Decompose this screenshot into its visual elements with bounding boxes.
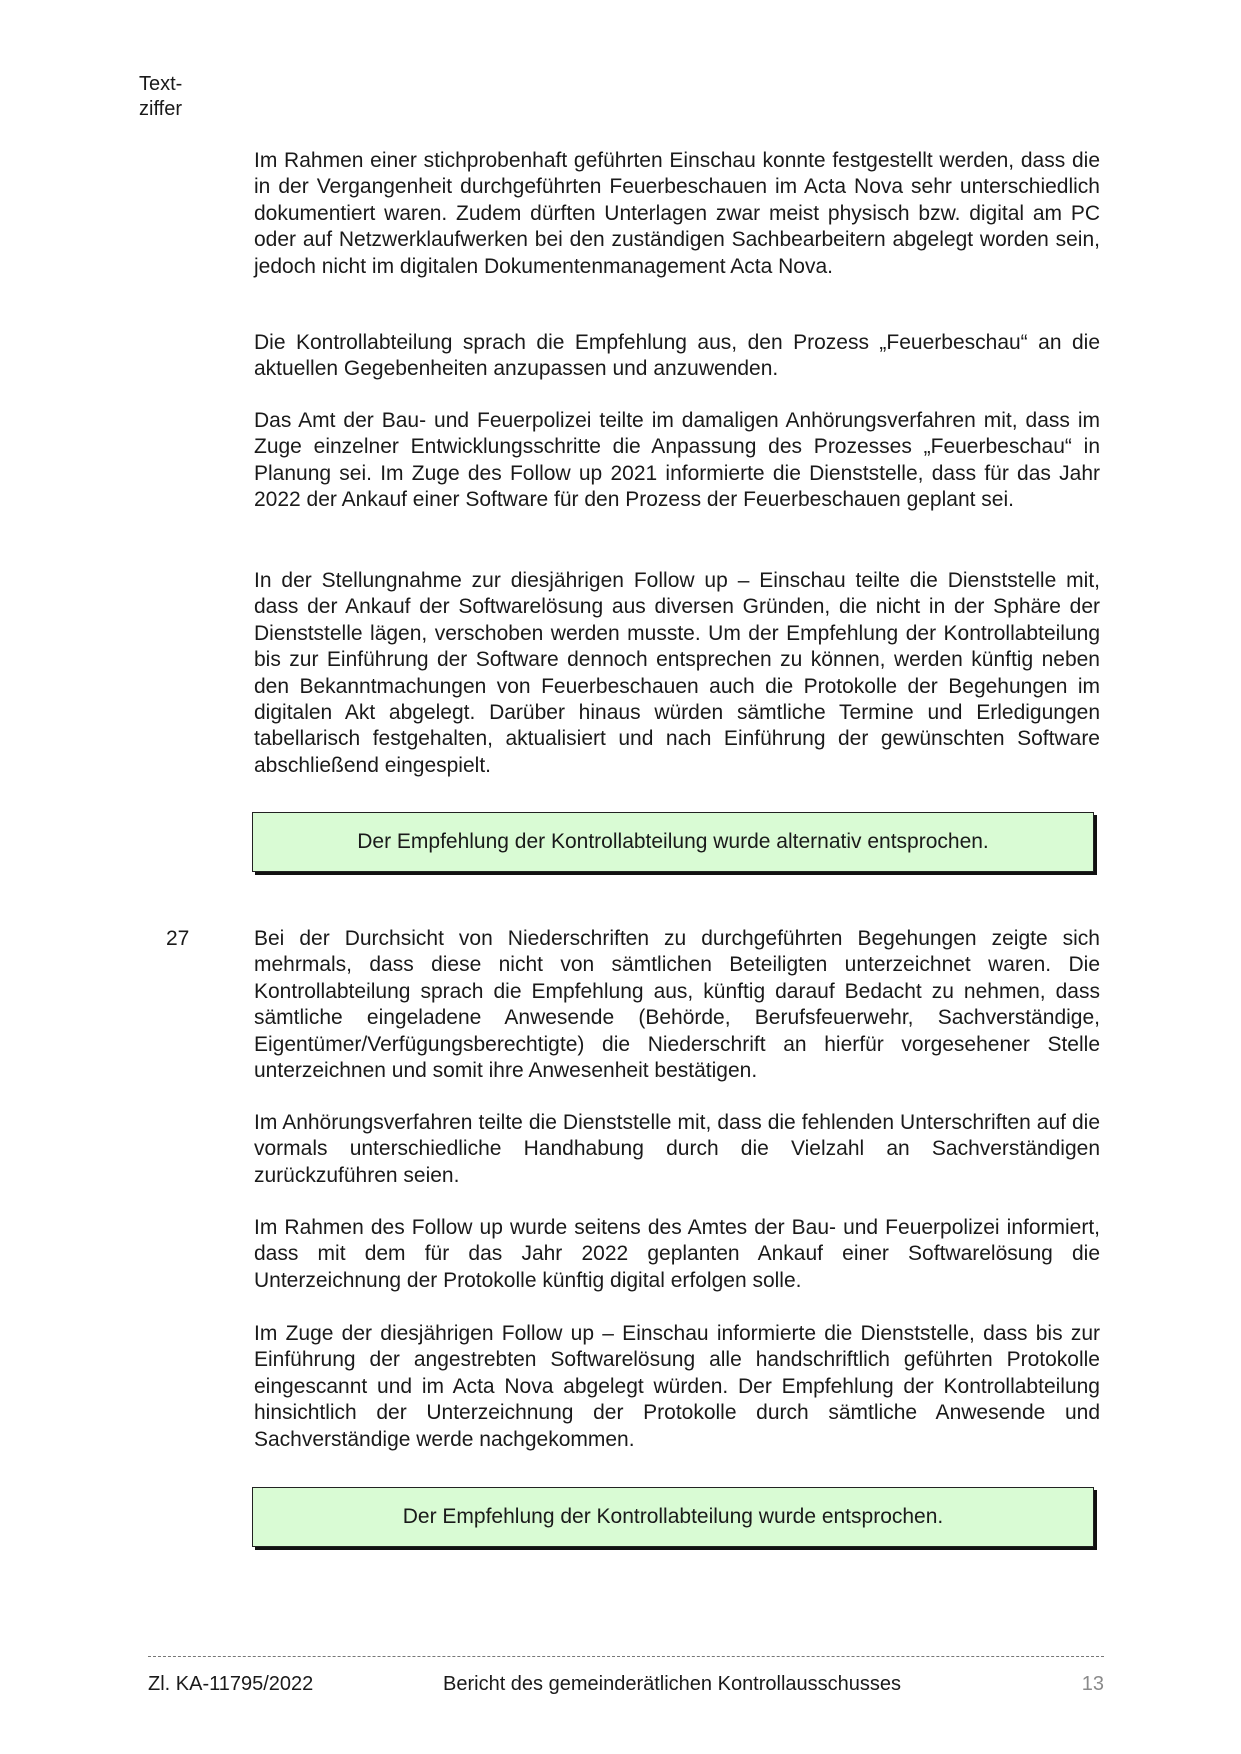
paragraph: Die Kontrollabteilung sprach die Empfehlung aus, den Prozess „Feuerbeschau“ an die aktuellen Gegebenheiten anzupassen und anzuwenden. [254,331,1100,381]
footer-divider [148,1656,1104,1657]
conclusion-text: Der Empfehlung der Kontrollabteilung wurde alternativ entsprochen. [357,830,989,853]
conclusion-box [252,812,1094,872]
margin-label-line-2: ziffer [139,98,182,120]
margin-label-line-1: Text- [139,73,183,95]
paragraph: Im Anhörungsverfahren teilte die Dienststelle mit, dass die fehlenden Unterschriften auf die vormals unterschiedliche Handhabung durch die Vielzahl an Sachverständigen zurückzuführen seien. [254,1111,1100,1187]
margin-label [139,72,219,122]
paragraph: Das Amt der Bau- und Feuerpolizei teilte im damaligen Anhörungsverfahren mit, dass im Zuge einzelner Entwicklungsschritte die Anpassung des Prozesses „Feuerbeschau“ in Planung sei. Im Zuge des Follow up 2021 informierte die Dienststelle, dass für das Jahr 2022 der Ankauf einer Software für den Prozess der Feuerbeschauen geplant sei. [254,409,1100,512]
paragraph: Im Rahmen des Follow up wurde seitens des Amtes der Bau- und Feuerpolizei informiert, dass mit dem für das Jahr 2022 geplanten Ankauf einer Softwarelösung die Unterzeichnung der Protokolle künftig digital erfolgen solle. [254,1216,1100,1292]
paragraph: Im Zuge der diesjährigen Follow up – Einschau informierte die Dienststelle, dass bis zur Einführung der angestrebten Softwarelösung alle handschriftlich geführten Protokolle eingescannt und im Acta Nova abgelegt würden. Der Empfehlung der Kontrollabteilung hinsichtlich der Unterzeichnung der Protokolle durch sämtliche Anwesende und Sachverständige werde nachgekommen. [254,1322,1100,1451]
page-number: 13 [1081,1673,1104,1695]
paragraph: Im Rahmen einer stichprobenhaft geführten Einschau konnte festgestellt werden, dass die in der Vergangenheit durchgeführten Feuerbeschauen im Acta Nova sehr unterschiedlich dokumentiert waren. Zudem dürften Unterlagen zwar meist physisch bzw. digital am PC oder auf Netzwerklaufwerken bei den zuständigen Sachbearbeitern abgelegt worden sein, jedoch nicht im digitalen Dokumentenmanagement Acta Nova. [254,149,1100,278]
footer-reference: Zl. KA-11795/2022 [148,1673,314,1695]
section-number: 27 [166,927,190,950]
conclusion-text: Der Empfehlung der Kontrollabteilung wurde entsprochen. [402,1505,944,1528]
paragraph: Bei der Durchsicht von Niederschriften zu durchgeführten Begehungen zeigte sich mehrmals, dass diese nicht von sämtlichen Beteiligten unterzeichnet waren. Die Kontrollabteilung sprach die Empfehlung aus, künftig darauf Bedacht zu nehmen, dass sämtliche eingeladene Anwesende (Behörde, Berufsfeuerwehr, Sachverständige, Eigentümer/Verfügungsberechtigte) die Niederschrift an hierfür vorgesehener Stelle unterzeichnen und somit ihre Anwesenheit bestätigen. [254,927,1100,1083]
footer-title: Bericht des gemeinderätlichen Kontrollausschusses [443,1673,902,1695]
conclusion-box [252,1487,1094,1547]
paragraph: In der Stellungnahme zur diesjährigen Follow up – Einschau teilte die Dienststelle mit, dass der Ankauf der Softwarelösung aus diversen Gründen, die nicht in der Sphäre der Dienststelle lägen, verschoben werden musste. Um der Empfehlung der Kontrollabteilung bis zur Einführung der Software dennoch entsprechen zu können, werden künftig neben den Bekanntmachungen von Feuerbeschauen auch die Protokolle der Begehungen im digitalen Akt abgelegt. Darüber hinaus würden sämtliche Termine und Erledigungen tabellarisch festgehalten, aktualisiert und nach Einführung der gewünschten Software abschließend eingespielt. [254,569,1100,777]
